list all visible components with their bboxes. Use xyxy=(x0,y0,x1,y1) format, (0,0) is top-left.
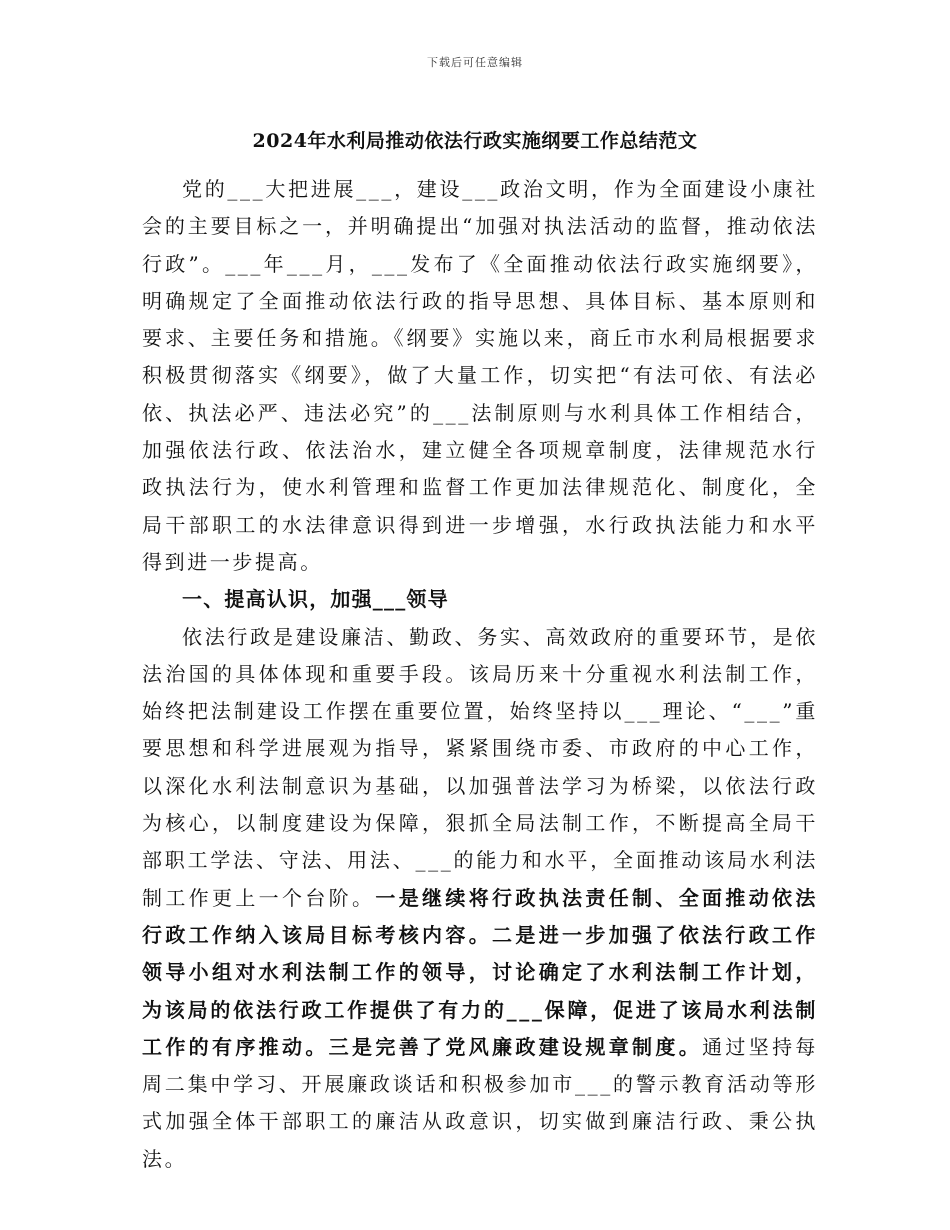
document-body xyxy=(142,171,818,1178)
section-paragraph-text-continued: 通过坚持每周二集中学习、开展廉政谈话和积极参加市___的警示教育活动等形式加强全体干部职工的廉洁从政意识，切实做到廉洁行政、秉公执法。 xyxy=(142,1034,819,1171)
section-paragraph-bold-text: 一是继续将行政执法责任制、全面推动依法行政工作纳入该局目标考核内容。二是进一步加强了依法行政工作领导小组对水利法制工作的领导，讨论确定了水利法制工作计划，为该局的依法行政工作提供了有力的___保障，促进了该局水利法制工作的有序推动。三是完善了党风廉政建设规章制度。 xyxy=(142,885,818,1059)
intro-paragraph: 党的___大把进展___，建设___政治文明，作为全面建设小康社会的主要目标之一，并明确提出“加强对执法活动的监督，推动依法行政”。___年___月，___发布了《全面推动依法行政实施纲要》，明确规定了全面推动依法行政的指导思想、具体目标、基本原则和要求、主要任务和措施。《纲要》实施以来，商丘市水利局根据要求积极贯彻落实《纲要》，做了大量工作，切实把“有法可依、有法必依、执法必严、违法必究”的___法制原则与水利具体工作相结合，加强依法行政、依法治水，建立健全各项规章制度，法律规范水行政执法行为，使水利管理和监督工作更加法律规范化、制度化，全局干部职工的水法律意识得到进一步增强，水行政执法能力和水平得到进一步提高。 xyxy=(142,177,818,574)
section-paragraph-text: 依法行政是建设廉洁、勤政、务实、高效政府的重要环节，是依法治国的具体体现和重要手段。该局历来十分重视水利法制工作，始终把法制建设工作摆在重要位置，始终坚持以___理论、“___”重要思想和科学进展观为指导，紧紧围绕市委、市政府的中心工作，以深化水利法制意识为基础，以加强普法学习为桥梁，以依法行政为核心，以制度建设为保障，狠抓全局法制工作，不断提高全局干部职工学法、守法、用法、___的能力和水平，全面推动该局水利法制工作更上一个台阶。 xyxy=(142,624,818,910)
section-heading: 一、提高认识，加强___领导 xyxy=(182,587,449,612)
section-paragraph xyxy=(142,619,818,1178)
header-note: 下载后可任意编辑 xyxy=(427,56,523,69)
document-title: 2024年水利局推动依法行政实施纲要工作总结范文 xyxy=(252,130,698,152)
